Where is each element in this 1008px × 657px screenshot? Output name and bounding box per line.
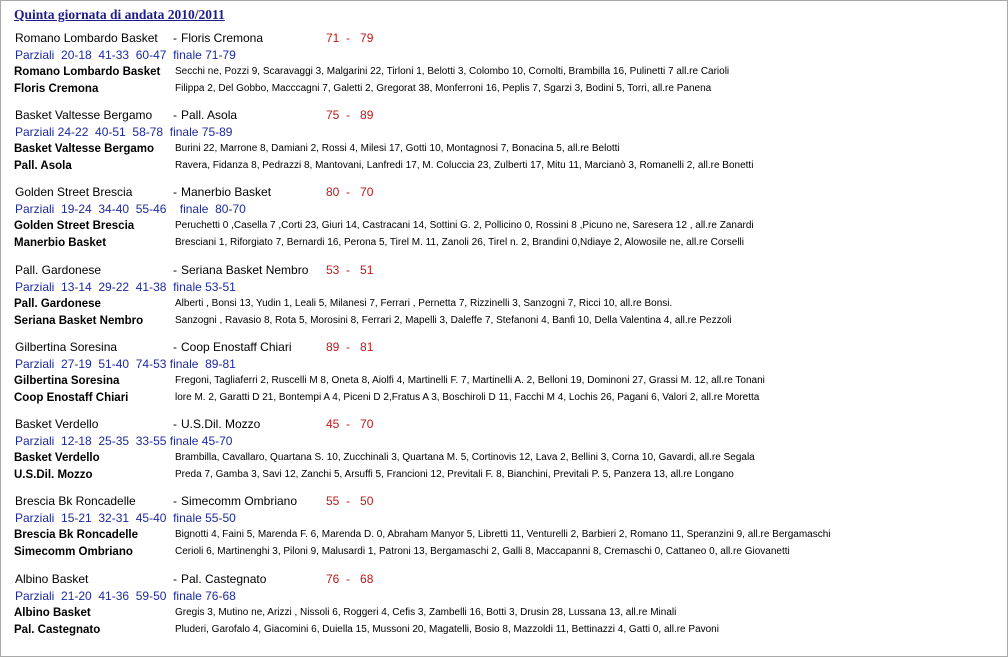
home-roster-team: Gilbertina Soresina (14, 375, 120, 387)
partial-scores: Parziali 27-19 51-40 74-53 finale 89-81 (15, 357, 236, 371)
match-block (1, 185, 1001, 262)
home-roster-players: Bignotti 4, Faini 5, Marenda F. 6, Marenda D. 0, Abraham Manyor 5, Libretti 11, Venturelli 2, Barbieri 2, Romano 11, Speranzini 9, all.re Bergamaschi (175, 529, 831, 540)
team-separator: - (173, 340, 177, 354)
partial-scores: Parziali 21-20 41-36 59-50 finale 76-68 (15, 589, 236, 603)
final-score: 53 - 51 (326, 263, 374, 277)
home-roster-row (14, 606, 676, 620)
match-header (15, 185, 373, 199)
match-header (15, 31, 373, 45)
home-roster-players: Alberti , Bonsi 13, Yudin 1, Leali 5, Milanesi 7, Ferrari , Pernetta 7, Rizzinelli 3, Sanzogni 7, Ricci 10, all.re Bonsi. (175, 298, 673, 309)
away-roster-team: U.S.Dil. Mozzo (14, 469, 93, 481)
final-score: 55 - 50 (326, 494, 374, 508)
final-score: 76 - 68 (326, 572, 374, 586)
home-team-header: Romano Lombardo Basket (15, 31, 158, 45)
away-roster-row (14, 391, 759, 405)
match-header (15, 340, 373, 354)
away-roster-team: Pall. Asola (14, 160, 72, 172)
partial-scores: Parziali 24-22 40-51 58-78 finale 75-89 (15, 125, 233, 139)
team-separator: - (173, 31, 177, 45)
match-header (15, 108, 373, 122)
team-separator: - (173, 417, 177, 431)
away-team-header: Floris Cremona (181, 31, 264, 45)
home-team-header: Gilbertina Soresina (15, 340, 118, 354)
home-roster-players: Brambilla, Cavallaro, Quartana S. 10, Zucchinali 3, Quartana M. 5, Cortinovis 12, Lava 2, Bellini 3, Corna 10, Gavardi, all.re Segala (175, 452, 755, 463)
home-roster-row (14, 142, 620, 156)
away-roster-team: Coop Enostaff Chiari (14, 392, 129, 404)
home-team-header: Basket Verdello (15, 417, 99, 431)
home-roster-team: Brescia Bk Roncadelle (14, 529, 139, 541)
final-score: 45 - 70 (326, 417, 374, 431)
away-roster-players: Preda 7, Gamba 3, Savi 12, Zanchi 5, Arsuffi 5, Francioni 12, Previtali F. 8, Bianchini, Previtali P. 5, Panzera 13, all.re Longano (175, 469, 734, 480)
away-roster-players: Cerioli 6, Martinenghi 3, Piloni 9, Malusardi 1, Patroni 13, Bergamaschi 2, Galli 8, Maccapanni 8, Cremaschi 0, Cattaneo 0, all.re Giovanetti (175, 546, 790, 557)
home-roster-players: Gregis 3, Mutino ne, Arizzi , Nissoli 6, Roggeri 4, Cefis 3, Zambelli 16, Botti 3, Drusin 28, Lussana 13, all.re Minali (175, 607, 677, 618)
match-header (15, 572, 373, 586)
match-header (15, 494, 373, 508)
away-roster-players: lore M. 2, Garatti D 21, Bontempi A 4, Piceni D 2,Fratus A 3, Boschiroli D 11, Facchi M 4, Lochis 26, Pagani 6, Valori 2, all.re Moretta (175, 392, 760, 403)
home-roster-team: Albino Basket (14, 607, 91, 619)
away-team-header: Manerbio Basket (181, 185, 272, 199)
home-roster-players: Burini 22, Marrone 8, Damiani 2, Rossi 4, Milesi 17, Gotti 10, Montagnosi 7, Bonacina 5, all.re Belotti (175, 143, 620, 154)
home-roster-team: Romano Lombardo Basket (14, 66, 161, 78)
home-roster-row (14, 219, 754, 233)
page-title[interactable]: Quinta giornata di andata 2010/2011 (14, 7, 225, 22)
home-roster-row (14, 65, 729, 79)
away-roster-players: Pluderi, Garofalo 4, Giacomini 6, Duiella 15, Mussoni 20, Magatelli, Bosio 8, Mazzoldi 11, Bettinazzi 4, Gatti 0, all.re Pavoni (175, 624, 719, 635)
team-separator: - (173, 572, 177, 586)
away-roster-players: Ravera, Fidanza 8, Pedrazzi 8, Mantovani, Lanfredi 17, M. Coluccia 23, Zulberti 17, Mitu 11, Marcianò 3, Romanelli 2, all.re Bonetti (175, 160, 754, 171)
away-roster-row (14, 314, 732, 328)
team-separator: - (173, 185, 177, 199)
away-roster-row (14, 623, 719, 637)
partial-scores: Parziali 15-21 32-31 45-40 finale 55-50 (15, 511, 236, 525)
home-roster-row (14, 451, 755, 465)
match-block (1, 108, 1001, 185)
home-team-header: Pall. Gardonese (15, 263, 102, 277)
match-block (1, 572, 1001, 649)
home-team-header: Golden Street Brescia (15, 185, 133, 199)
home-roster-players: Fregoni, Tagliaferri 2, Ruscelli M 8, Oneta 8, Aiolfi 4, Martinelli F. 7, Martinelli A. 2, Belloni 19, Dominoni 27, Grassi M. 12, all.re Tonani (175, 375, 765, 386)
partial-scores: Parziali 20-18 41-33 60-47 finale 71-79 (15, 48, 236, 62)
away-team-header: Coop Enostaff Chiari (181, 340, 292, 354)
match-block (1, 417, 1001, 494)
match-block (1, 494, 1001, 571)
home-team-header: Basket Valtesse Bergamo (15, 108, 153, 122)
match-block (1, 340, 1001, 417)
away-roster-team: Pal. Castegnato (14, 624, 101, 636)
away-team-header: Pall. Asola (181, 108, 238, 122)
home-roster-players: Peruchetti 0 ,Casella 7 ,Corti 23, Giuri 14, Castracani 14, Sottini G. 2, Pollicino 0, Rossini 8 ,Picuno ne, Saresera 12 , all.re Zanardi (175, 220, 754, 231)
partial-scores: Parziali 13-14 29-22 41-38 finale 53-51 (15, 280, 236, 294)
home-roster-team: Basket Verdello (14, 452, 100, 464)
home-roster-players: Secchi ne, Pozzi 9, Scaravaggi 3, Malgarini 22, Tirloni 1, Belotti 3, Colombo 10, Cornolti, Brambilla 16, Pulinetti 7 all.re Carioli (175, 66, 730, 77)
away-roster-team: Floris Cremona (14, 83, 99, 95)
team-separator: - (173, 263, 177, 277)
away-roster-team: Simecomm Ombriano (14, 546, 133, 558)
away-roster-row (14, 236, 744, 250)
final-score: 75 - 89 (326, 108, 374, 122)
away-roster-players: Sanzogni , Ravasio 8, Rota 5, Morosini 8, Ferrari 2, Mapelli 3, Daleffe 7, Stefanoni 4, Banfi 10, Della Valentina 4, all.re Pezzoli (175, 315, 732, 326)
away-team-header: Pal. Castegnato (181, 572, 267, 586)
home-roster-row (14, 297, 672, 311)
partial-scores: Parziali 12-18 25-35 33-55 finale 45-70 (15, 434, 233, 448)
home-roster-team: Golden Street Brescia (14, 220, 135, 232)
away-roster-team: Seriana Basket Nembro (14, 315, 144, 327)
home-roster-row (14, 374, 765, 388)
partial-scores: Parziali 19-24 34-40 55-46 finale 80-70 (15, 202, 246, 216)
away-roster-row (14, 468, 734, 482)
home-roster-row (14, 528, 831, 542)
away-team-header: Seriana Basket Nembro (181, 263, 309, 277)
away-roster-row (14, 159, 753, 173)
home-roster-team: Pall. Gardonese (14, 298, 101, 310)
away-roster-players: Filippa 2, Del Gobbo, Macccagni 7, Galetti 2, Gregorat 38, Monferroni 16, Peplis 7, Sgarzi 3, Bodini 5, Torri, all.re Panena (175, 83, 712, 94)
match-header (15, 417, 373, 431)
final-score: 80 - 70 (326, 185, 374, 199)
away-team-header: Simecomm Ombriano (181, 494, 298, 508)
final-score: 89 - 81 (326, 340, 374, 354)
home-roster-team: Basket Valtesse Bergamo (14, 143, 154, 155)
team-separator: - (173, 108, 177, 122)
match-block (1, 263, 1001, 340)
away-roster-players: Bresciani 1, Riforgiato 7, Bernardi 16, Perona 5, Tirel M. 11, Zanoli 26, Tirel n. 2, Brandini 0,Ndiaye 2, Alowosile ne, all.re Corselli (175, 237, 744, 248)
match-header (15, 263, 373, 277)
home-team-header: Albino Basket (15, 572, 89, 586)
home-team-header: Brescia Bk Roncadelle (15, 494, 136, 508)
away-roster-row (14, 545, 790, 559)
team-separator: - (173, 494, 177, 508)
away-roster-row (14, 82, 711, 96)
away-team-header: U.S.Dil. Mozzo (181, 417, 261, 431)
match-block (1, 31, 1001, 108)
final-score: 71 - 79 (326, 31, 374, 45)
away-roster-team: Manerbio Basket (14, 237, 107, 249)
